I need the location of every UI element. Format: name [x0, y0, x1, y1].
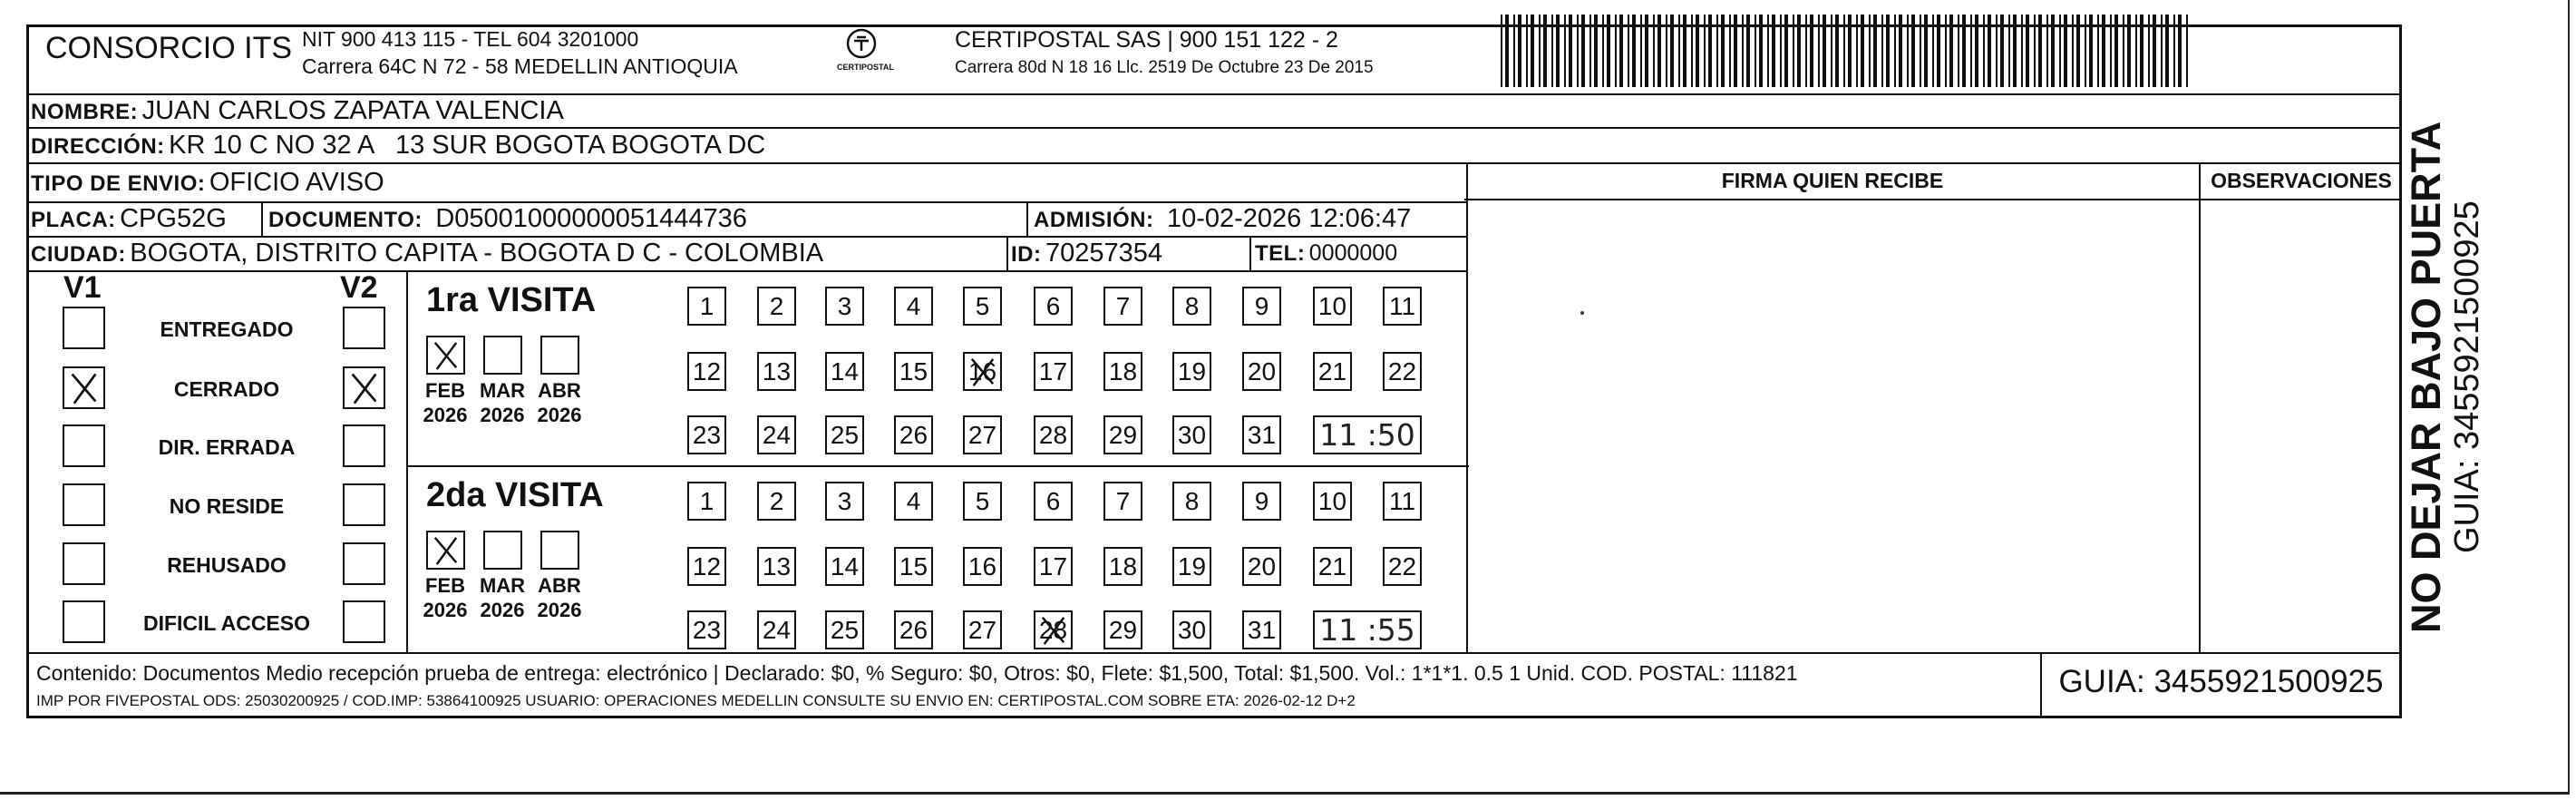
- day-number: 18: [1108, 357, 1138, 385]
- name-label: NOMBRE:: [31, 100, 139, 124]
- day-number: 14: [830, 357, 860, 385]
- day-number: 4: [906, 292, 921, 320]
- day-box[interactable]: [1313, 352, 1352, 391]
- observations-area[interactable]: [2203, 201, 2399, 649]
- day-box[interactable]: [1313, 482, 1352, 521]
- footer-imp: IMP POR FIVEPOSTAL ODS: 25030200925 / COD.IMP: 53864100925 USUARIO: OPERACIONES MEDELLIN CONSULTE SU ENVIO EN: CERTIPOSTAL.COM SOBRE ETA: 2026-02-12 D+2: [36, 692, 1356, 709]
- day-box[interactable]: [757, 547, 796, 586]
- month-name: FEB: [425, 379, 465, 402]
- day-number: 23: [692, 616, 722, 644]
- company-address: Carrera 64C N 72 - 58 MEDELLIN ANTIOQUIA: [302, 54, 738, 78]
- day-number: 28: [1038, 616, 1068, 644]
- company-name: CONSORCIO ITS: [45, 31, 293, 65]
- visit-title: 1ra VISITA: [426, 281, 597, 319]
- day-box[interactable]: [1313, 547, 1352, 586]
- v1-checkbox[interactable]: [63, 483, 105, 526]
- day-box[interactable]: [1103, 287, 1142, 326]
- day-box[interactable]: [1034, 287, 1073, 326]
- day-number: 26: [899, 421, 928, 449]
- v2-checkbox[interactable]: [343, 424, 385, 467]
- day-number: 23: [692, 421, 722, 449]
- day-number: 20: [1247, 552, 1277, 580]
- day-box[interactable]: [963, 415, 1002, 454]
- day-box[interactable]: [963, 482, 1002, 521]
- day-number: 19: [1177, 552, 1207, 580]
- day-number: 6: [1045, 292, 1061, 320]
- day-box[interactable]: [757, 287, 796, 326]
- day-mark: [1035, 612, 1071, 648]
- day-number: 19: [1177, 357, 1207, 385]
- day-number: 20: [1247, 357, 1277, 385]
- v1-checkbox[interactable]: [63, 366, 105, 409]
- month-name: ABR: [538, 574, 581, 597]
- day-number: 26: [899, 616, 928, 644]
- day-box[interactable]: [1034, 415, 1073, 454]
- day-box[interactable]: [1242, 287, 1281, 326]
- v1-checkbox[interactable]: [63, 424, 105, 467]
- day-number: 2: [769, 487, 784, 515]
- day-number: 21: [1317, 552, 1347, 580]
- signature-title: FIRMA QUIEN RECIBE: [1721, 169, 1944, 192]
- day-box[interactable]: [687, 547, 726, 586]
- visit-time-box[interactable]: [1313, 415, 1422, 454]
- visit-time: 11 :50: [1319, 417, 1415, 453]
- day-number: 1: [699, 292, 714, 320]
- admission-row: [1034, 203, 1411, 239]
- day-box[interactable]: [1313, 287, 1352, 326]
- ink-dot: [1580, 311, 1584, 315]
- day-box[interactable]: [1242, 352, 1281, 391]
- day-number: 30: [1177, 616, 1207, 644]
- v2-checkbox[interactable]: [343, 483, 385, 526]
- day-box[interactable]: [963, 352, 1002, 391]
- day-number: 10: [1317, 487, 1347, 515]
- day-number: 9: [1254, 292, 1269, 320]
- day-box[interactable]: [1172, 482, 1211, 521]
- day-box[interactable]: [825, 287, 864, 326]
- logo-caption: CERTIPOSTAL: [837, 63, 894, 72]
- check-mark-icon: [345, 368, 384, 407]
- day-box[interactable]: [1034, 482, 1073, 521]
- check-mark-icon: [64, 368, 103, 407]
- day-number: 31: [1247, 421, 1277, 449]
- address-row: [31, 130, 765, 165]
- city: BOGOTA, DISTRITO CAPITA - BOGOTA D C - COLOMBIA: [130, 239, 824, 268]
- month-year: 2026: [480, 599, 525, 621]
- month-year: 2026: [537, 599, 582, 621]
- month-year: 2026: [537, 404, 582, 426]
- day-box[interactable]: [1242, 415, 1281, 454]
- visit-time: 11 :55: [1319, 612, 1415, 648]
- document-number: D05001000000051444736: [435, 204, 747, 233]
- day-box[interactable]: [825, 352, 864, 391]
- month-checkbox[interactable]: [483, 336, 522, 375]
- day-box[interactable]: [1242, 547, 1281, 586]
- day-box[interactable]: [687, 482, 726, 521]
- check-mark-icon: [428, 337, 463, 373]
- day-box[interactable]: [963, 287, 1002, 326]
- city-label: CIUDAD:: [31, 242, 126, 267]
- visit-title: 2da VISITA: [426, 476, 604, 514]
- day-number: 3: [837, 487, 852, 515]
- day-number: 18: [1108, 552, 1138, 580]
- status-label: DIFICIL ACCESO: [142, 611, 310, 635]
- day-box[interactable]: [1242, 482, 1281, 521]
- visit-time-box[interactable]: [1313, 610, 1422, 649]
- day-number: 9: [1254, 487, 1269, 515]
- day-box[interactable]: [757, 352, 796, 391]
- day-number: 24: [762, 421, 792, 449]
- recipient-name: JUAN CARLOS ZAPATA VALENCIA: [141, 96, 564, 125]
- day-box[interactable]: [894, 547, 933, 586]
- day-number: 10: [1317, 292, 1347, 320]
- month-checkbox[interactable]: [540, 336, 579, 375]
- day-number: 15: [899, 552, 928, 580]
- day-box[interactable]: [894, 482, 933, 521]
- day-box[interactable]: [963, 547, 1002, 586]
- day-number: 29: [1108, 616, 1138, 644]
- status-label: NO RESIDE: [169, 494, 285, 518]
- check-mark-icon: [965, 354, 1000, 389]
- status-label: DIR. ERRADA: [158, 435, 296, 459]
- day-number: 29: [1108, 421, 1138, 449]
- day-number: 12: [692, 357, 722, 385]
- day-box[interactable]: [825, 547, 864, 586]
- day-number: 25: [830, 616, 860, 644]
- month-name: MAR: [479, 574, 526, 597]
- v1-checkbox[interactable]: [63, 307, 105, 349]
- plate-label: PLACA:: [31, 208, 116, 232]
- courier-name: CERTIPOSTAL SAS | 900 151 122 - 2: [955, 27, 1338, 53]
- v2-checkbox[interactable]: [343, 542, 385, 585]
- day-number: 31: [1247, 616, 1277, 644]
- observations-title: OBSERVACIONES: [2211, 169, 2392, 192]
- day-number: 1: [699, 487, 714, 515]
- day-box[interactable]: [894, 352, 933, 391]
- day-number: 27: [967, 616, 997, 644]
- day-number: 13: [762, 357, 792, 385]
- v2-checkbox[interactable]: [343, 600, 385, 643]
- day-box[interactable]: [1034, 352, 1073, 391]
- day-box[interactable]: [687, 610, 726, 649]
- month-checkbox[interactable]: [426, 531, 465, 570]
- document-row: [268, 203, 747, 239]
- day-number: 2: [769, 292, 784, 320]
- document-label: DOCUMENTO:: [268, 208, 423, 232]
- day-box[interactable]: [894, 287, 933, 326]
- side-notice: NO DEJAR BAJO PUERTA: [2403, 121, 2449, 633]
- day-box[interactable]: [1034, 610, 1073, 649]
- month-checkbox[interactable]: [426, 336, 465, 375]
- city-row: [31, 238, 823, 273]
- day-box[interactable]: [757, 610, 796, 649]
- day-number: 21: [1317, 357, 1347, 385]
- plate-row: [31, 203, 227, 239]
- month-year: 2026: [480, 404, 525, 426]
- status-label: ENTREGADO: [160, 317, 294, 341]
- v1-checkbox[interactable]: [63, 600, 105, 643]
- day-box[interactable]: [1103, 415, 1142, 454]
- v1-label: V1: [63, 270, 102, 305]
- day-number: 5: [975, 487, 990, 515]
- day-number: 30: [1177, 421, 1207, 449]
- tel-row: [1255, 238, 1397, 272]
- day-mark: [965, 354, 1000, 389]
- day-number: 3: [837, 292, 852, 320]
- month-name: ABR: [538, 379, 581, 402]
- send-type-row: [31, 167, 384, 202]
- day-number: 28: [1038, 421, 1068, 449]
- day-box[interactable]: [1103, 547, 1142, 586]
- day-number: 12: [692, 552, 722, 580]
- day-number: 16: [967, 357, 997, 385]
- day-box[interactable]: [963, 610, 1002, 649]
- day-box[interactable]: [687, 287, 726, 326]
- id-row: [1011, 238, 1162, 273]
- day-box[interactable]: [1034, 547, 1073, 586]
- day-box[interactable]: [1383, 482, 1422, 521]
- day-number: 16: [967, 552, 997, 580]
- day-box[interactable]: [687, 415, 726, 454]
- check-mark-icon: [428, 532, 463, 568]
- admission-label: ADMISIÓN:: [1034, 208, 1154, 232]
- id-value: 70257354: [1045, 239, 1162, 268]
- day-number: 25: [830, 421, 860, 449]
- v1-checkbox[interactable]: [63, 542, 105, 585]
- day-box[interactable]: [894, 415, 933, 454]
- day-number: 27: [967, 421, 997, 449]
- day-box[interactable]: [825, 482, 864, 521]
- day-box[interactable]: [1172, 287, 1211, 326]
- v2-checkbox[interactable]: [343, 307, 385, 349]
- plate: CPG52G: [120, 204, 227, 233]
- day-number: 8: [1184, 487, 1200, 515]
- day-box[interactable]: [1172, 415, 1211, 454]
- day-box[interactable]: [1383, 287, 1422, 326]
- address-label: DIRECCIÓN:: [31, 134, 165, 159]
- day-number: 11: [1388, 292, 1416, 320]
- v2-checkbox[interactable]: [343, 366, 385, 409]
- day-box[interactable]: [757, 415, 796, 454]
- day-box[interactable]: [1242, 610, 1281, 649]
- month-checkbox[interactable]: [540, 531, 579, 570]
- month-year: 2026: [423, 404, 468, 426]
- day-number: 22: [1387, 552, 1417, 580]
- admission-date: 10-02-2026 12:06:47: [1166, 204, 1412, 233]
- day-number: 24: [762, 616, 792, 644]
- day-number: 22: [1387, 357, 1417, 385]
- tel-label: TEL:: [1255, 241, 1306, 266]
- check-mark-icon: [1035, 612, 1071, 648]
- footer-guia: GUIA: 3455921500925: [2058, 664, 2384, 699]
- day-box[interactable]: [825, 610, 864, 649]
- footer-content: Contenido: Documentos Medio recepción prueba de entrega: electrónico | Declarado: $0, % Seguro: $0, Otros: $0, Flete: $1,500, Total: $1,500. Vol.: 1*1*1. 0.5 1 Unid. COD. POSTAL: 111821: [36, 661, 1798, 685]
- day-box[interactable]: [1383, 547, 1422, 586]
- day-number: 4: [906, 487, 921, 515]
- day-number: 7: [1115, 487, 1131, 515]
- v2-label: V2: [340, 270, 378, 305]
- month-name: FEB: [425, 574, 465, 597]
- day-number: 8: [1184, 292, 1200, 320]
- month-name: MAR: [479, 379, 526, 402]
- side-guia: GUIA: 3455921500925: [2448, 200, 2486, 553]
- day-number: 14: [830, 552, 860, 580]
- month-year: 2026: [423, 599, 468, 621]
- day-box[interactable]: [1172, 610, 1211, 649]
- day-box[interactable]: [1172, 547, 1211, 586]
- day-box[interactable]: [1103, 352, 1142, 391]
- day-box[interactable]: [1383, 352, 1422, 391]
- day-box[interactable]: [687, 352, 726, 391]
- day-box[interactable]: [1103, 482, 1142, 521]
- send-type: OFICIO AVISO: [209, 168, 384, 197]
- day-number: 6: [1045, 487, 1061, 515]
- day-box[interactable]: [1172, 352, 1211, 391]
- name-row: [31, 95, 564, 131]
- day-box[interactable]: [825, 415, 864, 454]
- day-number: 7: [1115, 292, 1131, 320]
- signature-area[interactable]: [1471, 201, 2196, 649]
- day-number: 17: [1038, 357, 1068, 385]
- day-number: 13: [762, 552, 792, 580]
- courier-address: Carrera 80d N 18 16 Llc. 2519 De Octubre 23 De 2015: [955, 58, 1374, 77]
- day-number: 17: [1038, 552, 1068, 580]
- day-box[interactable]: [1103, 610, 1142, 649]
- status-label: REHUSADO: [167, 553, 287, 577]
- day-box[interactable]: [757, 482, 796, 521]
- day-number: 5: [975, 292, 990, 320]
- recipient-address: KR 10 C NO 32 A 13 SUR BOGOTA BOGOTA DC: [169, 131, 766, 160]
- company-nit: NIT 900 413 115 - TEL 604 3201000: [302, 27, 639, 51]
- id-label: ID:: [1011, 242, 1042, 267]
- day-number: 15: [899, 357, 928, 385]
- tel-value: 0000000: [1308, 240, 1398, 266]
- day-box[interactable]: [894, 610, 933, 649]
- day-number: 11: [1388, 487, 1416, 515]
- month-checkbox[interactable]: [483, 531, 522, 570]
- send-type-label: TIPO DE ENVIO:: [31, 171, 206, 196]
- status-label: CERRADO: [173, 377, 280, 401]
